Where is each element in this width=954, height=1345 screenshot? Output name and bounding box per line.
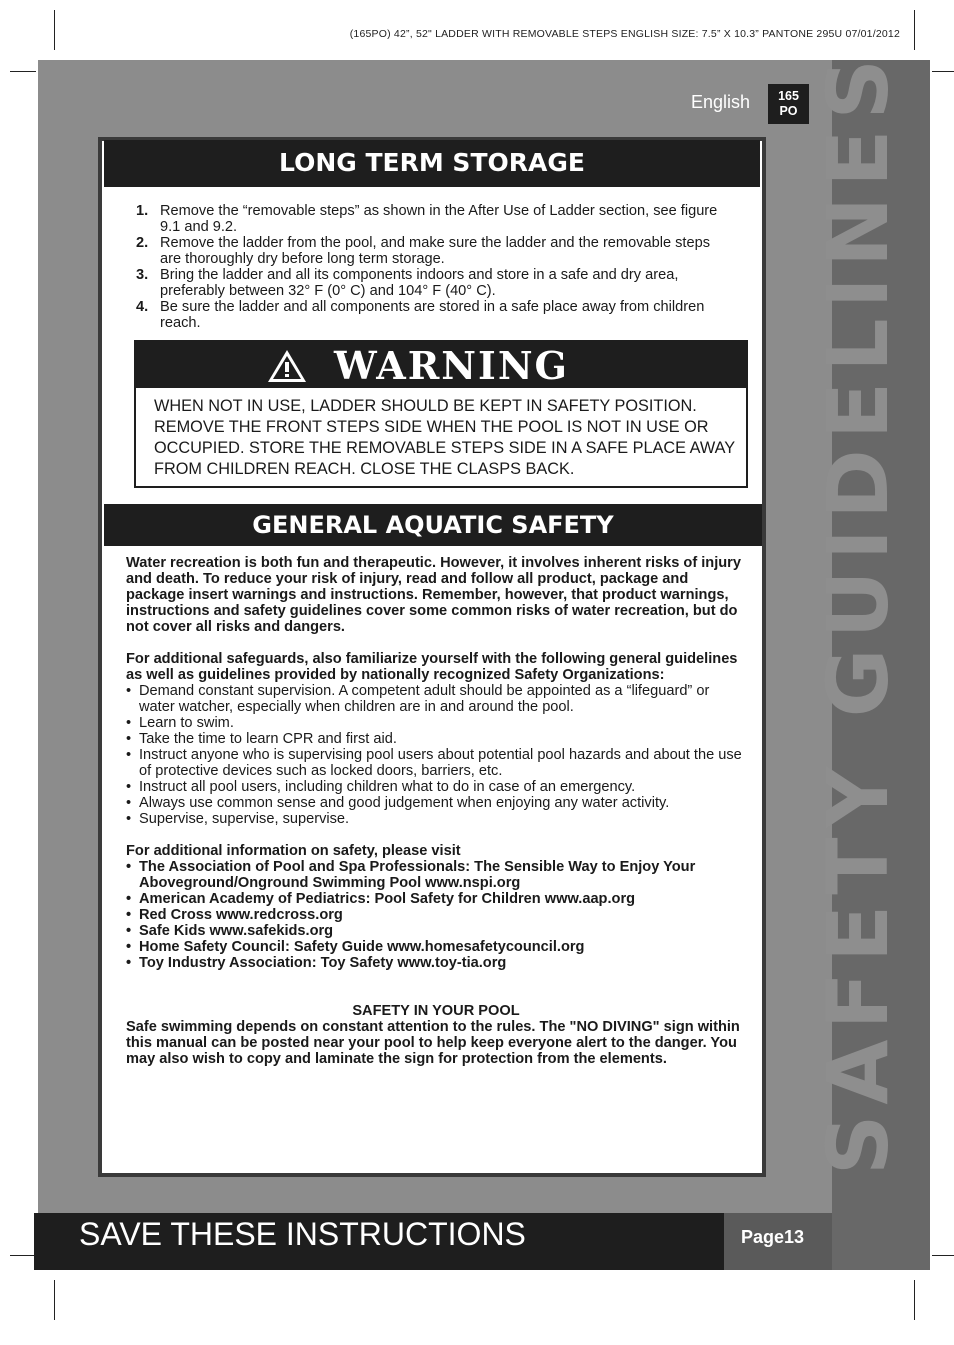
list-item: • Home Safety Council: Safety Guide www.homesafetycouncil.org xyxy=(126,939,746,955)
list-item: • Always use common sense and good judgement when enjoying any water activity. xyxy=(126,795,746,811)
pool-safety-text: Safe swimming depends on constant attention to the rules. The "NO DIVING" sign within this manual can be posted near your pool to help keep everyone alert to the danger. You may also wish to copy and laminate the sign for protection from the elements. xyxy=(126,1019,740,1067)
general-aquatic-safety-body xyxy=(126,555,746,1067)
list-item xyxy=(130,267,730,299)
step-number: 4. xyxy=(136,299,149,315)
list-item: • Red Cross www.redcross.org xyxy=(126,907,746,923)
list-item: • Instruct all pool users, including children what to do in case of an emergency. xyxy=(126,779,746,795)
side-title: SAFETY GUIDELINES xyxy=(809,48,907,1176)
list-item xyxy=(130,203,730,235)
list-item: • Toy Industry Association: Toy Safety www.toy-tia.org xyxy=(126,955,746,971)
language-code-line1: 165 xyxy=(778,89,799,103)
language-code-badge xyxy=(768,84,809,124)
resources-list xyxy=(126,859,746,971)
crop-mark xyxy=(10,1255,36,1256)
list-item: • Safe Kids www.safekids.org xyxy=(126,923,746,939)
list-item: • The Association of Pool and Spa Professionals: The Sensible Way to Enjoy Your Aboveground/Onground Swimming Pool www.nspi.org xyxy=(126,859,746,891)
list-item: • Supervise, supervise, supervise. xyxy=(126,811,746,827)
step-number: 1. xyxy=(136,203,149,219)
info-intro: For additional information on safety, please visit xyxy=(126,843,461,859)
list-item: • American Academy of Pediatrics: Pool Safety for Children www.aap.org xyxy=(126,891,746,907)
step-text: Remove the “removable steps” as shown in the After Use of Ladder section, see figure 9.1 and 9.2. xyxy=(160,203,718,235)
page-number: Page13 xyxy=(740,1227,804,1247)
footer-title: SAVE THESE INSTRUCTIONS xyxy=(79,1216,526,1252)
crop-mark xyxy=(914,10,915,50)
list-item xyxy=(130,299,730,331)
warning-header xyxy=(136,342,746,388)
guidelines-list xyxy=(126,683,746,827)
warning-box xyxy=(134,340,748,488)
list-item: • Learn to swim. xyxy=(126,715,746,731)
crop-mark xyxy=(54,10,55,50)
warning-text: WHEN NOT IN USE, LADDER SHOULD BE KEPT IN SAFETY POSITION. REMOVE THE FRONT STEPS SIDE WHEN THE POOL IS NOT IN USE OR OCCUPIED. STORE THE REMOVABLE STEPS SIDE IN A SAFE PLACE AWAY FROM CHILDREN REACH. CLOSE THE CLASPS BACK. xyxy=(154,397,735,478)
crop-mark xyxy=(932,71,954,72)
storage-steps-list xyxy=(130,203,730,331)
step-number: 3. xyxy=(136,267,149,283)
crop-mark xyxy=(914,1280,915,1320)
safety-intro: Water recreation is both fun and therapeutic. However, it involves inherent risks of injury and death. To reduce your risk of injury, read and follow all product, package and package insert warnings and instructions. Remember, however, that product warnings, instructions and safety guidelines cover some common risks of water recreation, but do not cover all risks and dangers. xyxy=(126,555,741,635)
list-item: • Take the time to learn CPR and first aid. xyxy=(126,731,746,747)
crop-mark xyxy=(54,1280,55,1320)
general-aquatic-safety-heading: GENERAL AQUATIC SAFETY xyxy=(104,504,762,546)
print-header: (165PO) 42”, 52" LADDER WITH REMOVABLE STEPS ENGLISH SIZE: 7.5” X 10.3” PANTONE 295U 07/01/2012 xyxy=(349,28,900,40)
pool-safety-heading: SAFETY IN YOUR POOL xyxy=(352,1003,520,1019)
list-item: • Instruct anyone who is supervising pool users about potential pool hazards and about the use of protective devices such as locked doors, barriers, etc. xyxy=(126,747,746,779)
warning-triangle-icon xyxy=(266,348,308,384)
long-term-storage-heading: LONG TERM STORAGE xyxy=(104,140,760,187)
crop-mark xyxy=(10,71,36,72)
warning-title: WARNING xyxy=(334,343,570,388)
language-label: English xyxy=(690,92,750,112)
step-text: Be sure the ladder and all components are stored in a safe place away from children reach. xyxy=(160,299,705,331)
language-code-line2: PO xyxy=(779,104,798,118)
safeguards-intro: For additional safeguards, also familiarize yourself with the following general guidelines as well as guidelines provided by nationally recognized Safety Organizations: xyxy=(126,651,738,683)
step-text: Remove the ladder from the pool, and make sure the ladder and the removable steps are thoroughly dry before long term storage. xyxy=(160,235,711,267)
list-item: • Demand constant supervision. A competent adult should be appointed as a “lifeguard” or water watcher, especially when children are in and around the pool. xyxy=(126,683,746,715)
list-item xyxy=(130,235,730,267)
crop-mark xyxy=(932,1255,954,1256)
step-text: Bring the ladder and all its components indoors and store in a safe and dry area, preferably between 32° F (0° C) and 104° F (40° C). xyxy=(160,267,679,299)
step-number: 2. xyxy=(136,235,149,251)
